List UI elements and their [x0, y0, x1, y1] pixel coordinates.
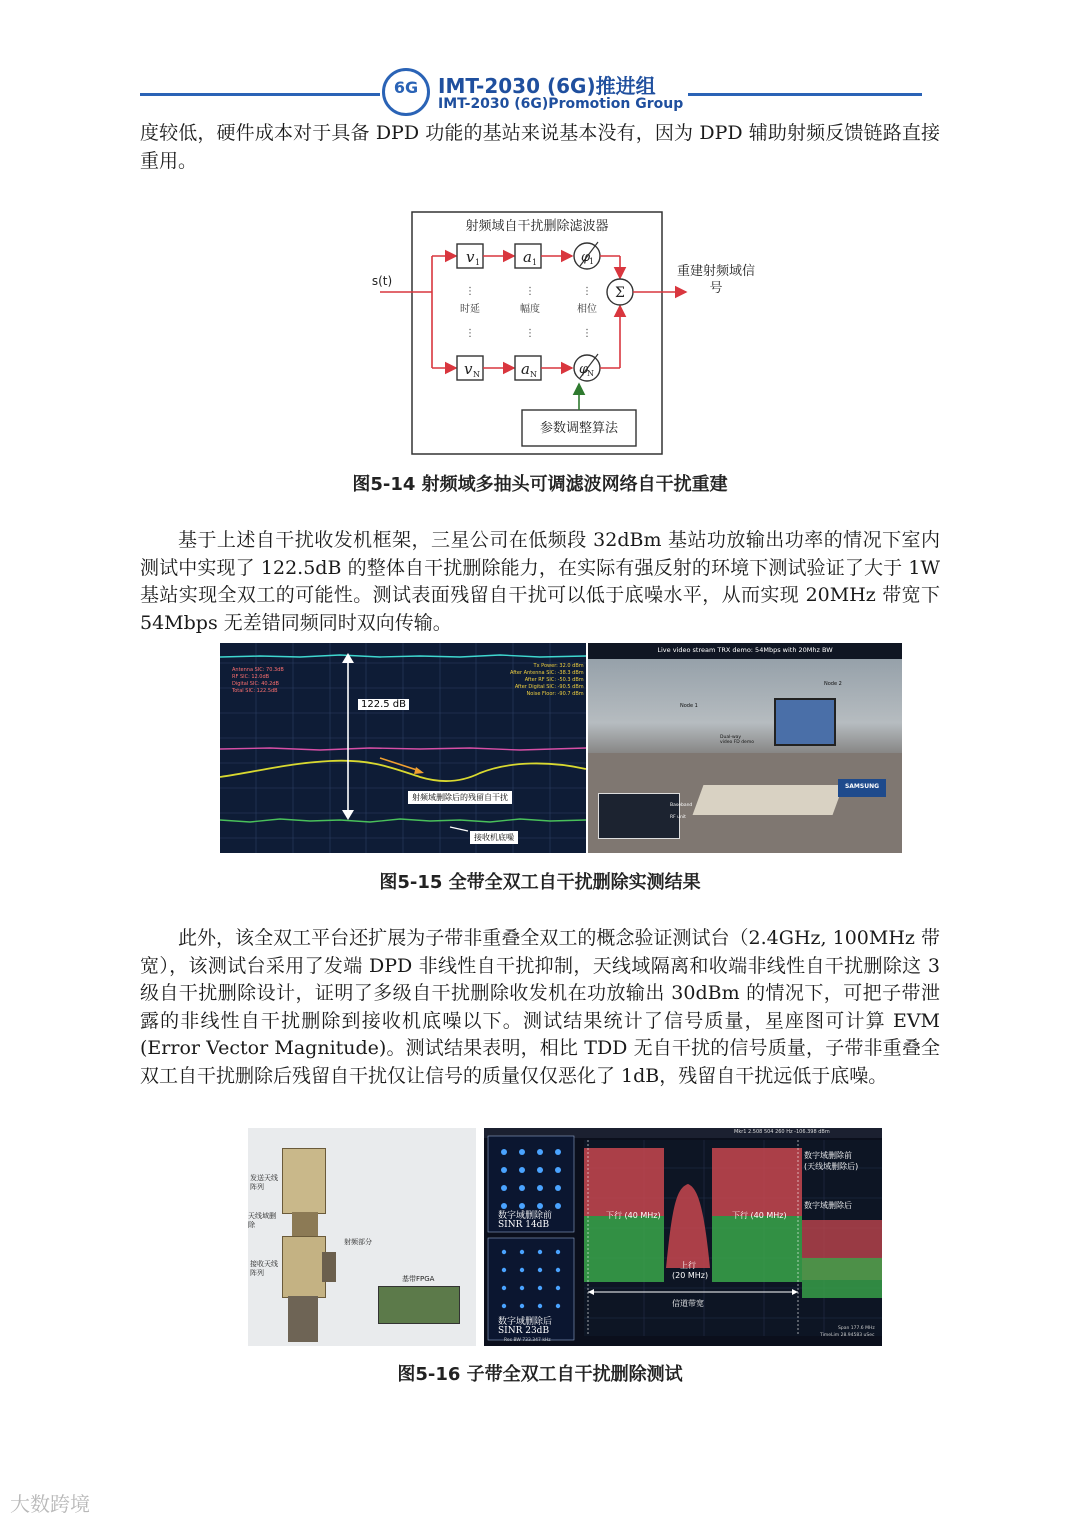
fig15-caption: 图5-15 全带全双工自干扰删除实测结果	[379, 872, 701, 893]
noise-floor-label: 接收机底噪	[470, 831, 518, 844]
v1-symbol: v	[466, 248, 475, 266]
filter-box-title: 射频域自干扰删除滤波器	[465, 219, 609, 234]
dl1-after	[584, 1216, 664, 1282]
sic-left-legend: Antenna SIC: 70.3dB RF SIC: 12.0dB Digital SIC: 40.2dB Total SIC: 122.5dB	[232, 667, 284, 694]
residual-label: 射频域删除后的残留自干扰	[408, 791, 512, 804]
before-sinr: SINR 14dB	[498, 1220, 550, 1230]
ul-bw-label: (20 MHz)	[672, 1271, 709, 1280]
legend-before-1: 数字域删除前	[804, 1151, 852, 1160]
legend-after: 数字域删除后	[804, 1201, 852, 1210]
phiN-symbol: φ	[579, 362, 589, 377]
ul-label: 上行	[680, 1261, 696, 1270]
svg-text:⋮: ⋮	[525, 328, 535, 339]
rf-unit	[322, 1252, 336, 1282]
header-subtitle: IMT-2030 (6G)Promotion Group	[438, 96, 684, 112]
output-label-line2: 号	[709, 281, 723, 296]
vN-symbol: v	[464, 360, 473, 378]
amplitude-label: 幅度	[520, 304, 540, 315]
phase-label: 相位	[577, 304, 597, 315]
header-rule-right	[688, 93, 922, 96]
svg-text:⋮: ⋮	[582, 286, 592, 297]
span-readout: Span 177.6 MHz	[838, 1326, 875, 1331]
fig15-spectrum-screenshot	[220, 643, 586, 853]
dual-way-label: Dual-way video FD demo	[720, 735, 754, 745]
tx-array	[282, 1148, 326, 1214]
after-label: 数字域删除后	[498, 1317, 553, 1327]
tx-array-label: 发送天线阵列	[250, 1174, 278, 1191]
svg-text:1: 1	[475, 258, 481, 267]
header-title: IMT-2030 (6G)推进组	[438, 74, 656, 98]
paragraph-2: 基于上述自干扰收发机框架，三星公司在低频段 32dBm 基站功放输出功率的情况下室内测试中实现了 122.5dB 的整体自干扰删除能力，在实际有强反射的环境下测试验证了大于 1W 基站实现全双工的可能性。测试表面残留自干扰可以低于底噪水平，从而实现 20MHz 带宽下 54Mbps 无差错同频同时双向传输。	[140, 529, 940, 634]
demo-title: Live video stream TRX demo: 54Mbps with 20Mhz BW	[657, 646, 833, 654]
svg-text:⋮: ⋮	[465, 328, 475, 339]
inset-photo	[598, 793, 680, 839]
rf-part-label: 射频部分	[344, 1238, 372, 1246]
node1-label: Node 1	[680, 703, 698, 709]
svg-text:N: N	[473, 370, 480, 379]
algorithm-label: 参数调整算法	[539, 421, 619, 436]
dl2-label: 下行 (40 MHz)	[732, 1211, 787, 1220]
fpga-label: 基带FPGA	[402, 1275, 435, 1283]
fpga-board	[378, 1286, 460, 1324]
input-signal-label: s(t)	[371, 274, 393, 288]
legend-before-2: (天线域删除后)	[804, 1162, 859, 1171]
projector-screen	[774, 698, 836, 746]
sic-right-legend: Tx Power: 32.0 dBm After Antenna SIC: -38.3 dBm After RF SIC: -50.3 dBm After Digital SIC: -90.5 dBm Noise Floor: -90.7 dBm	[510, 663, 584, 697]
channel-bw-label: 信道带宽	[672, 1299, 704, 1308]
paragraph-1: 度较低，硬件成本对于具备 DPD 功能的基站来说基本没有，因为 DPD 辅助射频反馈链路直接重用。	[140, 122, 940, 172]
marker-readout: Mkr1 2.508 504 260 Hz -106.398 dBm	[734, 1129, 830, 1135]
svg-text:⋮: ⋮	[465, 286, 475, 297]
fig16-hardware-photo	[248, 1128, 476, 1346]
logo-text: 6G	[393, 78, 419, 97]
a1-symbol: a	[523, 248, 532, 266]
node2-label: Node 2	[824, 681, 842, 687]
svg-text:1: 1	[589, 257, 595, 266]
sum-symbol: Σ	[615, 285, 625, 301]
table	[693, 785, 844, 815]
svg-text:⋮: ⋮	[525, 286, 535, 297]
after-sinr: SINR 23dB	[498, 1326, 550, 1336]
dl2-after	[712, 1216, 802, 1282]
paragraph-3: 此外，该全双工平台还扩展为子带非重叠全双工的概念验证测试台（2.4GHz, 100MHz 带宽），该测试台采用了发端 DPD 非线性自干扰抑制，天线域隔离和收端非线性自干扰删除这 3 级自干扰删除设计，证明了多级自干扰删除收发机在功放输出 30dBm 的情况下，可把子带泄露的非线性自干扰删除到接收机底噪以下。测试结果统计了信号质量，星座图可计算 EVM (Error Vector Magnitude)。测试结果表明，相比 TDD 无自干扰的信号质量，子带非重叠全双工自干扰删除后残留自干扰仅让信号的质量仅仅恶化了 1dB，残留自干扰远低于底噪。	[140, 927, 940, 1087]
svg-text:1: 1	[532, 258, 538, 267]
fig14-caption: 图5-14 射频域多抽头可调滤波网络自干扰重建	[352, 474, 728, 495]
fig14-diagram	[360, 208, 780, 458]
phi1-symbol: φ	[581, 250, 591, 265]
antenna-isolation-label: 天线域删除	[248, 1212, 276, 1229]
aN-symbol: a	[521, 360, 530, 378]
watermark: 大数跨境	[10, 1492, 90, 1516]
resbw-readout: Res BW 733.347 kHz	[504, 1338, 551, 1343]
rx-array-label: 接收天线阵列	[250, 1260, 278, 1277]
output-label-line1: 重建射频域信	[676, 264, 756, 279]
delay-label: 时延	[460, 304, 480, 315]
dl2-before	[712, 1148, 802, 1216]
sic-total-label: 122.5 dB	[358, 699, 409, 710]
svg-text:N: N	[587, 369, 594, 378]
sweep-readout: TimeLim 28.94583 uSec	[820, 1333, 875, 1338]
fig16-spectrum-screenshot	[484, 1128, 882, 1346]
fig16-caption: 图5-16 子带全双工自干扰删除测试	[397, 1364, 683, 1385]
svg-text:⋮: ⋮	[582, 328, 592, 339]
fig15-lab-photo: Live video stream TRX demo: 54Mbps with 20Mhz BW SAMSUNG Node 1 Node 2 Dual-way video FD demo Baseband RF unit	[588, 643, 902, 853]
svg-text:N: N	[530, 370, 537, 379]
dl1-label: 下行 (40 MHz)	[606, 1211, 661, 1220]
rx-array	[282, 1236, 326, 1298]
before-label: 数字域删除前	[498, 1211, 553, 1221]
dl1-before	[584, 1148, 664, 1216]
header-rule-left	[140, 93, 380, 96]
